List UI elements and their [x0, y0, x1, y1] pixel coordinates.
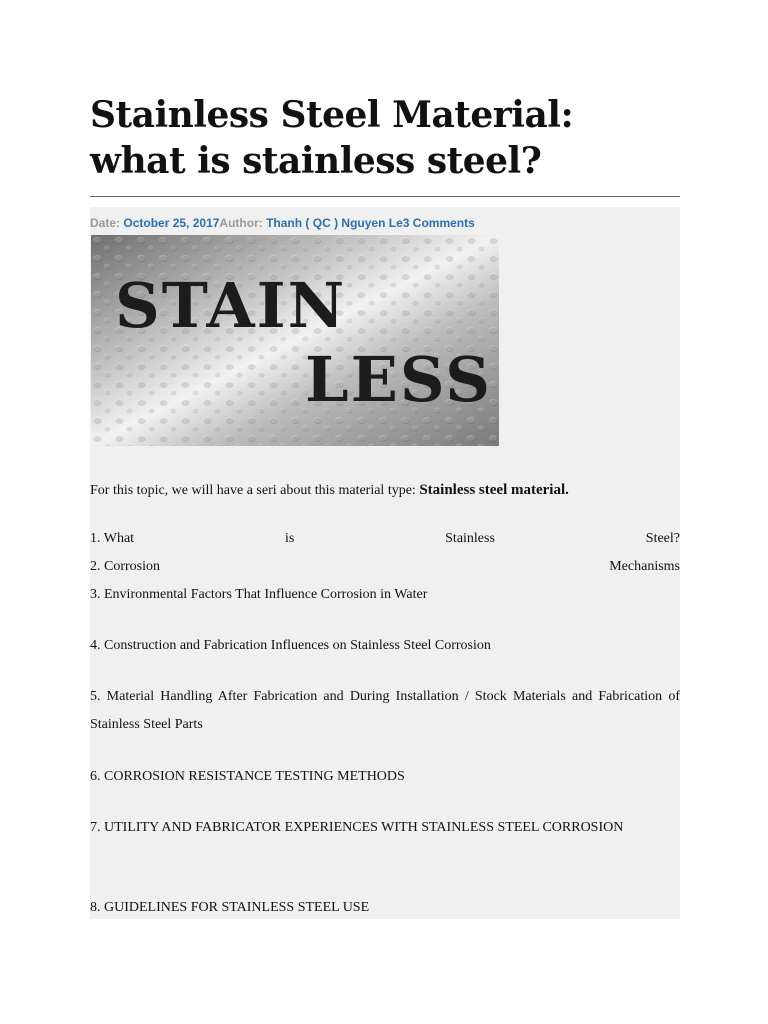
image-word-stain: STAIN	[115, 269, 347, 342]
list-item: 4. Construction and Fabrication Influences on Stainless Steel Corrosion	[90, 638, 491, 653]
comments-link[interactable]: 3 Comments	[402, 216, 475, 230]
intro-paragraph	[90, 481, 680, 500]
list-item: 8. GUIDELINES FOR STAINLESS STEEL USE	[90, 900, 370, 915]
list-item: 1. What is Stainless Steel?	[90, 531, 680, 546]
author-link[interactable]: Thanh ( QC ) Nguyen Le	[266, 216, 403, 230]
list-item: 5. Material Handling After Fabrication and During Installation / Stock Materials and Fabrication of Stainless Steel Parts	[90, 689, 680, 732]
intro-text: For this topic, we will have a seri about this material type:	[90, 483, 420, 498]
image-word-less: LESS	[305, 343, 493, 416]
list-item: 6. CORROSION RESISTANCE TESTING METHODS	[90, 769, 405, 784]
title-divider	[90, 196, 680, 197]
page-title: Stainless Steel Material: what is stainless steel?	[90, 94, 574, 182]
author-label: Author:	[219, 216, 263, 230]
post-meta	[90, 216, 475, 230]
list-item: 7. UTILITY AND FABRICATOR EXPERIENCES WITH STAINLESS STEEL CORROSION	[90, 820, 624, 835]
list-item: 2. Corrosion Mechanisms	[90, 559, 680, 574]
article-body	[90, 207, 680, 919]
stainless-steel-image	[91, 235, 499, 446]
list-item: 3. Environmental Factors That Influence Corrosion in Water	[90, 587, 428, 602]
date-label: Date:	[90, 216, 121, 230]
intro-bold: Stainless steel material.	[419, 482, 569, 498]
date-link[interactable]: October 25, 2017	[123, 216, 220, 230]
